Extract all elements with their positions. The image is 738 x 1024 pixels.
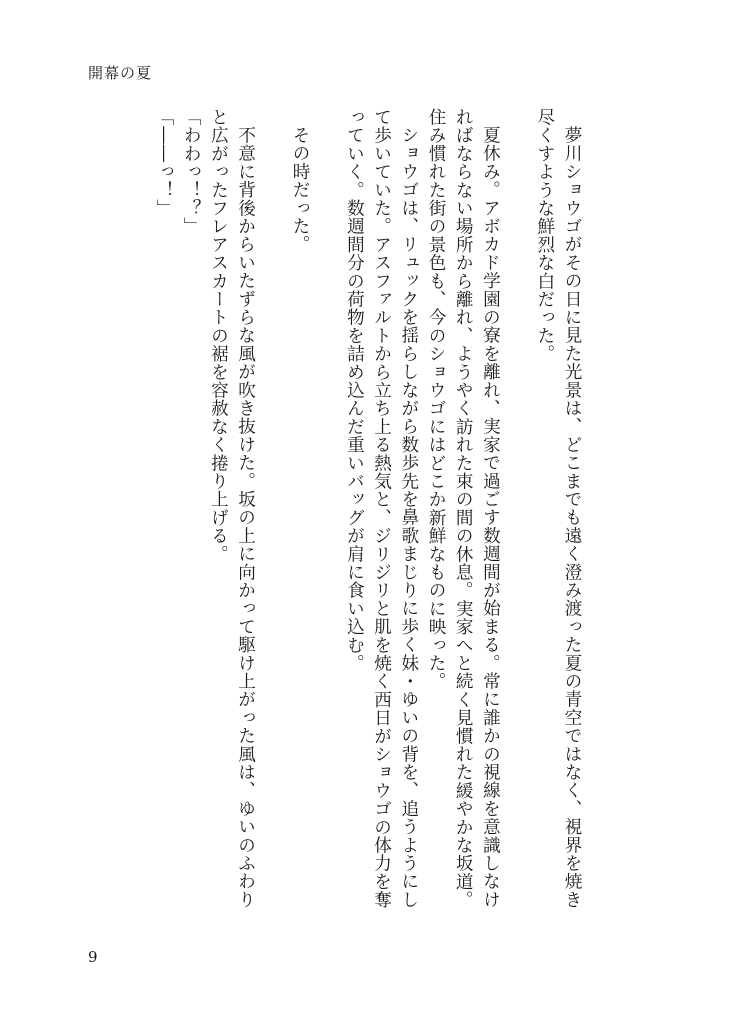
paragraph-spacer (503, 108, 530, 923)
paragraph-walking: ショウゴは、リュックを揺らしながら数歩先を鼻歌まじりに歩く妹・ゆいの背を、追うようにして歩いていた。アスファルトから立ち上る熱気と、ジリジリと肌を焼く西日がショウゴの体力を奪っていく。数週間分の荷物を詰め込んだ重いバッグが肩に食い込む。 (344, 108, 419, 909)
paragraph-summer-break: 夏休み。アボカド学園の寮を離れ、実家で過ごす数週間が始まる。常に誰かの視線を意識しなければならない場所から離れ、ようやく訪れた束の間の休息。実家へと続く見慣れた緩やかな坂道。住み慣れた街の景色も、今のショウゴにはどこか新鮮なものに映った。 (426, 108, 501, 909)
running-head-chapter-title: 開幕の夏 (88, 64, 153, 82)
page-number: 9 (88, 948, 98, 966)
paragraph-opening: 夢川ショウゴがその日に見た光景は、どこまでも遠く澄み渡った夏の青空ではなく、視界を焼き尽くすような鮮烈な白だった。 (534, 108, 582, 909)
dialogue-line-yui: 「わわっ！？」 (181, 108, 202, 236)
paragraph-spacer (259, 108, 286, 923)
vertical-text-body (110, 108, 585, 923)
dialogue-line-shougo: 「――っ！」 (154, 108, 174, 218)
paragraph-wind: 不意に背後からいたずらな風が吹き抜けた。坂の上に向かって駆け上がった風は、ゆいのふわりと広がったフレアスカートの裾を容赦なく捲り上げる。 (208, 108, 256, 909)
paragraph-that-moment: その時だった。 (290, 125, 310, 253)
paragraph-spacer (313, 108, 340, 923)
